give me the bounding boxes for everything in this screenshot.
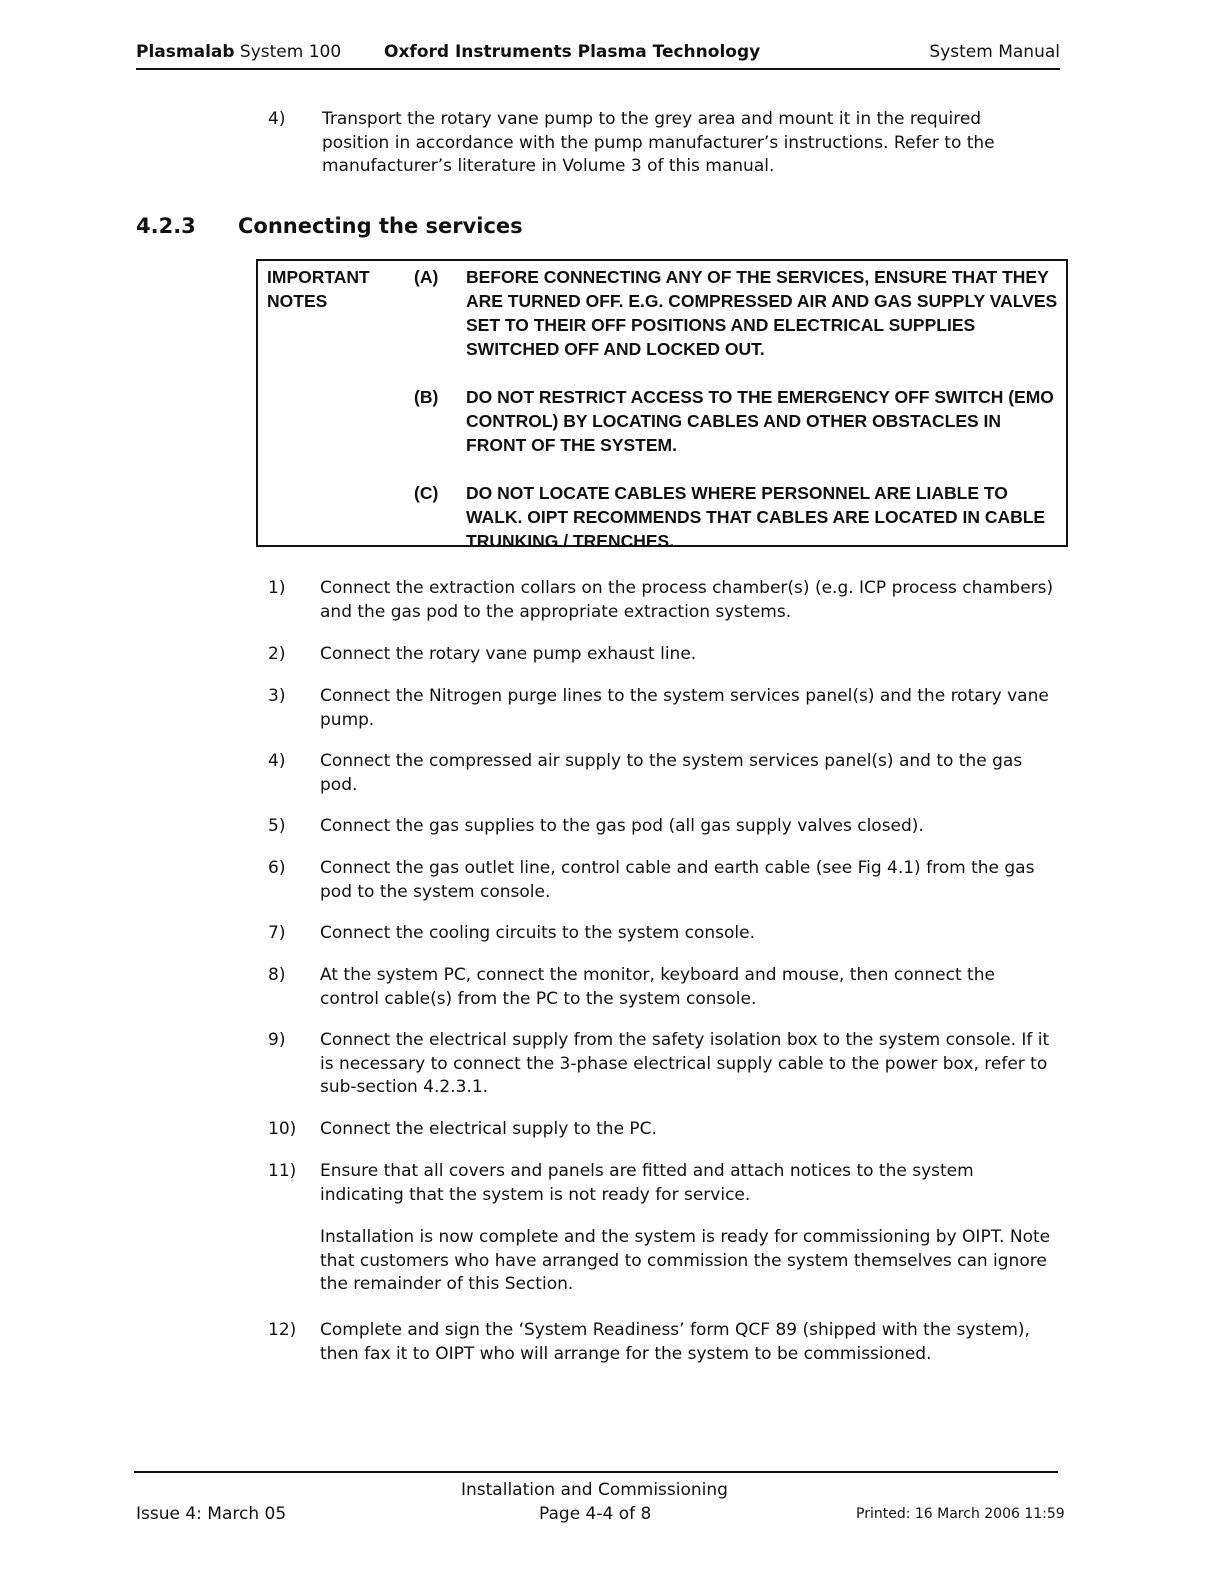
step-text: At the system PC, connect the monitor, keyboard and mouse, then connect the control cable(s) from the PC to the system console. [320, 965, 995, 1009]
step-number: 9) [268, 1030, 286, 1050]
company-name: Oxford Instruments Plasma Technology [384, 42, 761, 62]
step-text: Connect the electrical supply to the PC. [320, 1119, 657, 1139]
product-name-bold: Plasmalab [136, 42, 235, 62]
step-text: Ensure that all covers and panels are fitted and attach notices to the system indicating that the system is not ready for service. [320, 1161, 974, 1205]
step-text: Complete and sign the ‘System Readiness’ form QCF 89 (shipped with the system), then fax it to OIPT who will arrange for the system to be commissioned. [320, 1320, 1030, 1364]
note-text: BEFORE CONNECTING ANY OF THE SERVICES, ENSURE THAT THEY ARE TURNED OFF. E.G. COMPRESSED AIR AND GAS SUPPLY VALVES SET TO THEIR OFF POSITIONS AND ELECTRICAL SUPPLIES SWITCHED OFF AND LOCKED OUT. [466, 267, 1058, 359]
step-text: Connect the electrical supply from the safety isolation box to the system console. If it is necessary to connect the 3-phase electrical supply cable to the power box, refer to sub-section 4.2.3.1. [320, 1030, 1050, 1097]
note-label: (C) [414, 483, 439, 503]
step-text: Installation is now complete and the system is ready for commissioning by OIPT. Note that customers who have arranged to commission the system themselves can ignore the remainder of this Section. [320, 1227, 1051, 1294]
notes-label-line1: IMPORTANT [267, 267, 370, 287]
step-text: Connect the compressed air supply to the system services panel(s) and to the gas pod. [320, 751, 1023, 795]
product-name [136, 42, 341, 62]
step-number: 2) [268, 644, 286, 664]
step-number: 4) [268, 109, 286, 129]
product-name-rest: System 100 [234, 42, 342, 62]
printed-date: Printed: 16 March 2006 11:59 [856, 1506, 1065, 1522]
step-number: 5) [268, 816, 286, 836]
step-number: 8) [268, 965, 286, 985]
document-type: System Manual [929, 42, 1060, 62]
step-number: 7) [268, 923, 286, 943]
section-title: Connecting the services [238, 214, 523, 238]
important-notes-label [267, 265, 370, 313]
step-number: 10) [268, 1119, 297, 1139]
footer-divider [134, 1471, 1058, 1473]
note-label: (B) [414, 387, 439, 407]
notes-label-line2: NOTES [267, 291, 328, 311]
step-text: Connect the gas supplies to the gas pod (all gas supply valves closed). [320, 816, 924, 836]
section-number: 4.2.3 [136, 214, 196, 238]
step-number: 11) [268, 1161, 297, 1181]
page-header [136, 40, 1060, 70]
step-number: 4) [268, 751, 286, 771]
step-text: Connect the cooling circuits to the system console. [320, 923, 756, 943]
note-text: DO NOT RESTRICT ACCESS TO THE EMERGENCY OFF SWITCH (EMO CONTROL) BY LOCATING CABLES AND OTHER OBSTACLES IN FRONT OF THE SYSTEM. [466, 387, 1054, 455]
note-text: DO NOT LOCATE CABLES WHERE PERSONNEL ARE LIABLE TO WALK. OIPT RECOMMENDS THAT CABLES ARE LOCATED IN CABLE TRUNKING / TRENCHES. [466, 483, 1046, 551]
note-label: (A) [414, 267, 439, 287]
step-text: Transport the rotary vane pump to the grey area and mount it in the required position in accordance with the pump manufacturer’s instructions. Refer to the manufacturer’s literature in Volume 3 of this manual. [322, 109, 995, 176]
step-text: Connect the Nitrogen purge lines to the system services panel(s) and the rotary vane pump. [320, 686, 1049, 730]
step-text: Connect the extraction collars on the process chamber(s) (e.g. ICP process chambers) and the gas pod to the appropriate extraction systems. [320, 578, 1054, 622]
issue-label: Issue 4: March 05 [136, 1504, 287, 1524]
footer-section-name: Installation and Commissioning [461, 1480, 728, 1500]
step-text: Connect the gas outlet line, control cable and earth cable (see Fig 4.1) from the gas pod to the system console. [320, 858, 1035, 902]
step-number: 6) [268, 858, 286, 878]
page-number: Page 4-4 of 8 [539, 1504, 652, 1524]
important-notes-box [256, 259, 1068, 551]
step-text: Connect the rotary vane pump exhaust line. [320, 644, 697, 664]
step-number: 3) [268, 686, 286, 706]
step-number: 1) [268, 578, 286, 598]
step-number: 12) [268, 1320, 297, 1340]
